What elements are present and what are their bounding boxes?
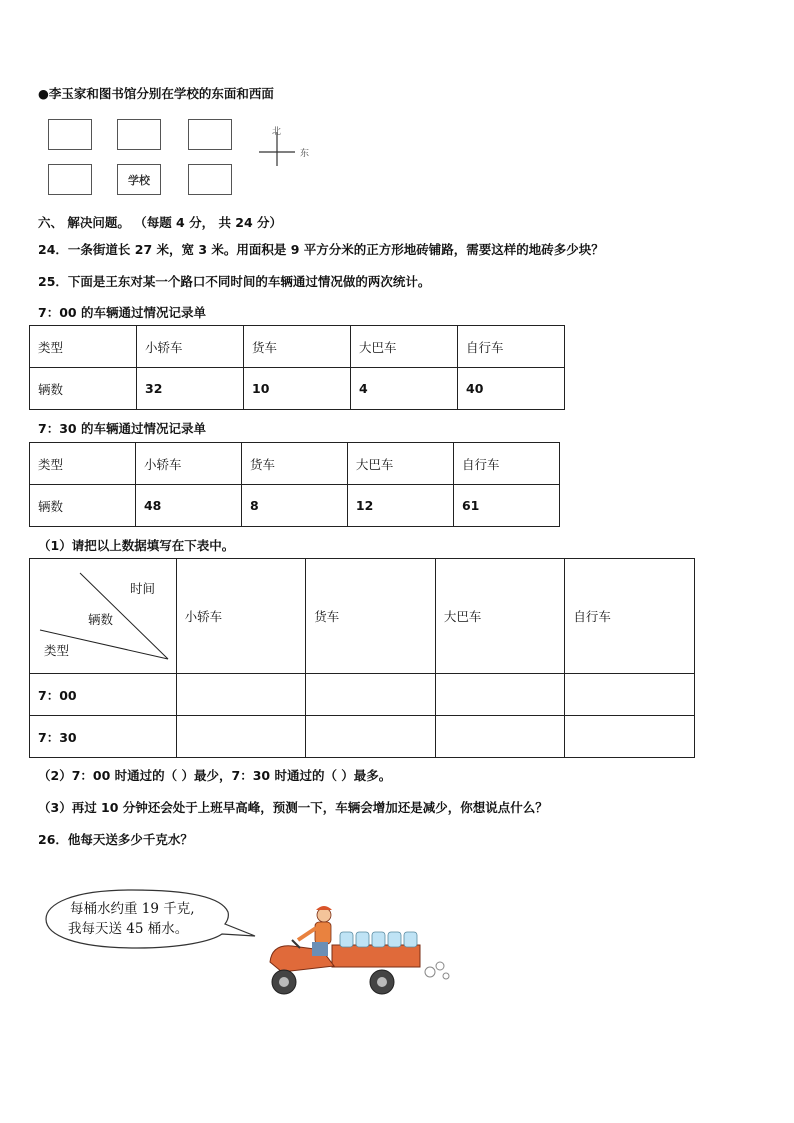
water-delivery-tricycle-illustration [262,900,457,1000]
table-row [30,368,565,410]
question-26: 26．他每天送多少千克水？ [38,832,193,847]
map-box-bottom-right [188,164,232,195]
table-cell: 48 [135,485,241,527]
answer-cell[interactable] [435,674,565,716]
map-box-top-left [48,119,92,150]
map-box-top-middle [117,119,161,150]
answer-cell[interactable] [565,674,695,716]
answer-cell[interactable] [435,716,565,758]
table-cell: 类型 [30,443,136,485]
table-row [30,716,695,758]
table-cell: 小轿车 [135,443,241,485]
diagonal-header-cell [30,559,177,674]
table-cell: 大巴车 [347,443,453,485]
table-cell: 大巴车 [435,559,565,674]
record-table-700 [29,325,565,410]
table-cell: 货车 [244,326,351,368]
table-cell: 小轿车 [176,559,306,674]
answer-cell[interactable] [306,674,436,716]
record-table-730 [29,442,560,527]
answer-cell[interactable] [176,716,306,758]
fill-in-table [29,558,695,758]
table-row [30,485,560,527]
bubble-line-1: 每桶水约重 19 千克, [70,901,195,917]
bubble-line-2: 我每天送 45 桶水。 [68,921,189,937]
sub-question-2: （2）7：00 时通过的（ ）最少，7：30 时通过的（ ）最多。 [38,768,392,783]
sub-question-3: （3）再过 10 分钟还会处于上班早高峰，预测一下，车辆会增加还是减少，你想说点什么？ [38,800,548,815]
section-heading: 六、 解决问题。 （每题 4 分， 共 24 分） [38,215,283,230]
table-cell: 货车 [306,559,436,674]
map-note: ●李玉家和图书馆分别在学校的东面和西面 [38,86,274,101]
table-cell: 8 [241,485,347,527]
corner-type-label: 类型 [44,643,70,658]
table-cell: 辆数 [30,368,137,410]
table-cell: 类型 [30,326,137,368]
map-box-school [117,164,161,195]
question-25: 25．下面是王东对某一个路口不同时间的车辆通过情况做的两次统计。 [38,274,431,289]
table-row [30,443,560,485]
corner-time-label: 时间 [130,581,156,596]
map-box-top-right [188,119,232,150]
map-box-bottom-left [48,164,92,195]
table-cell: 61 [453,485,559,527]
table-cell: 辆数 [30,485,136,527]
question-24: 24．一条街道长 27 米，宽 3 米。用面积是 9 平方分米的正方形地砖铺路，需要这样的地砖多少块？ [38,242,604,257]
table-cell: 货车 [241,443,347,485]
answer-cell[interactable] [306,716,436,758]
table-cell: 自行车 [458,326,565,368]
table-cell: 10 [244,368,351,410]
table-row [30,326,565,368]
table-cell: 12 [347,485,453,527]
sub-question-1: （1）请把以上数据填写在下表中。 [38,538,235,553]
table-cell: 4 [351,368,458,410]
table-cell: 7：30 [30,716,177,758]
table-cell: 40 [458,368,565,410]
answer-cell[interactable] [565,716,695,758]
table-row [30,674,695,716]
table-cell: 32 [137,368,244,410]
table-cell: 7：00 [30,674,177,716]
compass-north-label: 北 [272,127,282,137]
compass-east-label: 东 [300,149,310,159]
table-cell: 小轿车 [137,326,244,368]
table-cell: 大巴车 [351,326,458,368]
corner-count-label: 辆数 [88,612,114,627]
table-cell: 自行车 [453,443,559,485]
school-label: 学校 [128,173,150,187]
table2-caption: 7：30 的车辆通过情况记录单 [38,421,206,436]
table-cell: 自行车 [565,559,695,674]
table1-caption: 7：00 的车辆通过情况记录单 [38,305,206,320]
answer-cell[interactable] [176,674,306,716]
table-row [30,559,695,674]
